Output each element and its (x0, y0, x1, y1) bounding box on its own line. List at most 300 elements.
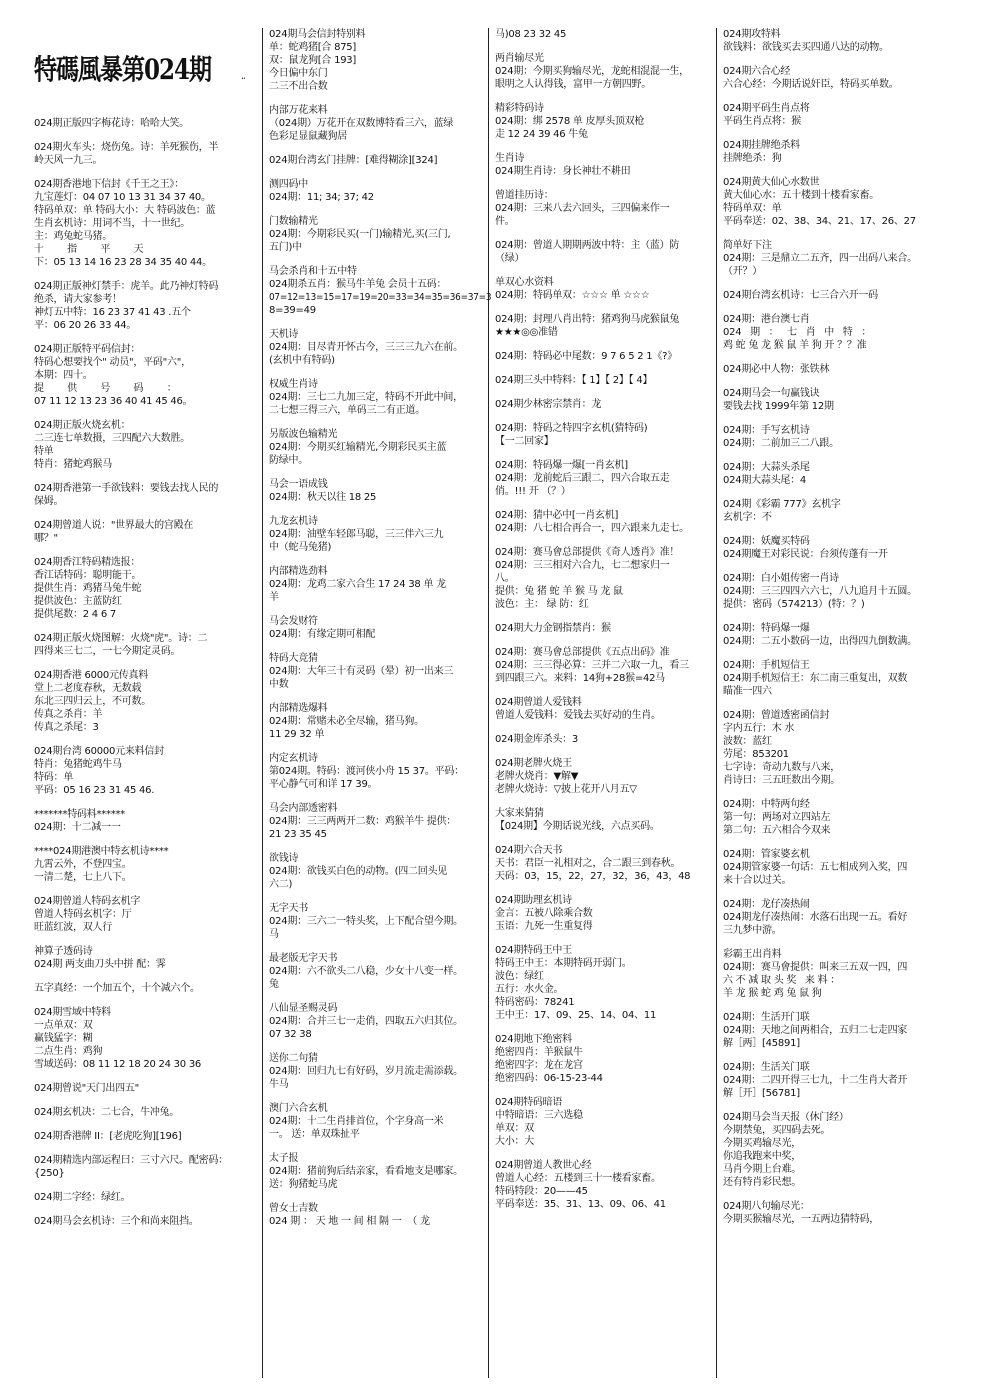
text-block (495, 374, 718, 387)
text-line: 024期精选内部运程曰：三寸六尺。配密码： (34, 1155, 228, 1166)
text-block (34, 117, 255, 130)
text-line: 哪？" (34, 533, 58, 544)
text-block (34, 982, 255, 995)
text-line: 07 11 12 13 23 36 40 41 45 46。 (34, 396, 193, 407)
text-line: （开？） (723, 266, 762, 277)
text-line: 024期：曾道透密函信封 (723, 710, 830, 721)
text-block (269, 28, 491, 93)
text-block (34, 343, 255, 408)
text-line: 特码密码：78241 (495, 997, 575, 1008)
text-line: 024期：六不欲头二八稳，少女十八变一样。 (269, 966, 463, 977)
text-line: 平：06 20 26 33 44。 (34, 320, 137, 331)
text-line: 024期攻特料 (723, 29, 781, 40)
text-line: 024期曾道人特码玄机字 (34, 896, 141, 907)
text-block (495, 696, 718, 722)
text-line: 特单 (34, 446, 54, 457)
text-line: 羊 龙 猴 蛇 鸡 兔 鼠 狗 (723, 988, 822, 999)
text-block (723, 659, 947, 698)
text-line: 内部精选爆料 (269, 703, 328, 714)
text-block (495, 1033, 718, 1085)
text-line: 欲钱料：欲钱买去买四通八达的动物。 (723, 42, 889, 53)
text-block (269, 565, 491, 604)
text-block (495, 844, 718, 883)
text-block (269, 1202, 491, 1228)
text-block (34, 280, 255, 332)
text-line: 024期：大蒜头杀尾 (723, 462, 810, 473)
text-line: 024期：三三相对六合九，七二想家归一 (495, 560, 670, 571)
text-line: 024期：曾道人期期两波中特：主（蓝）防 (495, 240, 680, 251)
text-block (269, 378, 491, 417)
text-line: 特码心想要找个" 动员"，平码"六"， (34, 357, 191, 368)
text-block (34, 1191, 255, 1204)
text-line: 波色：绿红 (495, 971, 544, 982)
text-line: 024期曾道人说："世界最大的宫殿在 (34, 520, 194, 531)
text-block (495, 546, 718, 611)
text-line: 本期：四十。 (34, 370, 93, 381)
text-line: 024期马会玄机诗：三个和尚来阻挡。 (34, 1216, 199, 1227)
text-line: 一。 送：单双珠扯平 (269, 1129, 360, 1140)
text-line: 件。 (495, 216, 515, 227)
text-line: 今期禁兔，买四码去死。 (723, 1125, 831, 1136)
text-line: 024期：二四开得三七九，十二生肖大者开 (723, 1075, 908, 1086)
text-line: 太子报 (269, 1153, 299, 1164)
text-line: 特码特段：20——45 (495, 1186, 588, 1197)
column-blocks (491, 28, 718, 1211)
text-block (723, 709, 947, 787)
text-line: 024期马会当天报（休门经） (723, 1112, 849, 1123)
text-line: 第二句：五六相合今双来 (723, 825, 831, 836)
text-line: 东北三四归云上，不可数。 (34, 696, 151, 707)
text-line: 024期：今期彩民买(一门)输精光,买(三门, (269, 229, 451, 240)
text-line: 老牌火烧诗：▽披上花开八月五▽ (495, 784, 637, 795)
text-line: 神算子透码诗 (34, 946, 93, 957)
text-line: 下：05 13 14 16 23 28 34 35 40 44。 (34, 257, 212, 268)
text-line: 特码：单 (34, 772, 73, 783)
text-line: 兔 (269, 979, 279, 990)
text-block (269, 328, 491, 367)
text-block (495, 102, 718, 141)
page-title (34, 48, 255, 88)
text-line: 保姆。 (34, 496, 64, 507)
text-line: 平码奉送：02、38、34、21、17、26、27 (723, 216, 916, 227)
column-2 (262, 28, 491, 1378)
text-line: 天机诗 (269, 329, 299, 340)
text-block (495, 313, 718, 339)
text-block (495, 350, 718, 363)
text-line: 024期生肖诗：身长神壮不耕田 (495, 166, 631, 177)
text-line: 字内五行：木 水 (723, 723, 795, 734)
text-line: 香江话特码：聪明能干。 (34, 570, 142, 581)
text-line: *******特码料****** (34, 809, 125, 820)
text-block (269, 515, 491, 554)
text-block (723, 102, 947, 128)
text-line: 平码：05 16 23 31 45 46. (34, 785, 155, 796)
text-line: 特肖：猪蛇鸡猴马 (34, 459, 112, 470)
text-line: 欲钱诗 (269, 853, 299, 864)
text-block (495, 398, 718, 411)
text-line: 【一二回家】 (495, 436, 554, 447)
text-line: 色彩足显鼠藏狗居 (269, 131, 347, 142)
text-line: 024期：欲钱买白色的动物。(四二回头见 (269, 866, 447, 877)
text-line: 024期香江特码精选报： (34, 557, 141, 568)
text-line: 024期：赛马會总部提供《奇人透肖》准！ (495, 547, 680, 558)
text-line: 024期香港牌 II：[老虎吃狗][196] (34, 1131, 182, 1142)
text-line: 九龙玄机诗 (269, 516, 318, 527)
text-line: 024期：三七二九加三定，特码不开此中间， (269, 392, 463, 403)
text-line: 024期：二前加三二八跟。 (723, 438, 839, 449)
text-block (269, 478, 491, 504)
text-line: 还有特肖彩民想。 (723, 1177, 801, 1188)
text-block (269, 902, 491, 941)
text-line: 六合心经：今期话说奸臣，特码买单数。 (723, 79, 899, 90)
column-4 (716, 28, 947, 1378)
text-line: 简单好下注 (723, 240, 772, 251)
text-line: 五门)中 (269, 242, 302, 253)
text-line: 八。 (495, 573, 515, 584)
text-line: 平码生肖点将：猴 (723, 116, 801, 127)
text-block (495, 422, 718, 448)
text-block (495, 646, 718, 685)
text-line: 传真之杀尾：3 (34, 722, 99, 733)
text-block (269, 1102, 491, 1141)
text-line: 024期：大年三十有灵码（晕）初一出来三 (269, 666, 454, 677)
text-line: 无字天书 (269, 903, 308, 914)
text-block (34, 669, 255, 734)
text-block (34, 632, 255, 658)
text-line: 单：蛇鸡猪[合 875] (269, 42, 357, 53)
text-block (34, 1154, 255, 1180)
text-line: 024期金库杀头：3 (495, 734, 578, 745)
text-line: 024期大力金钢指禁肖：猴 (495, 623, 611, 634)
text-line: 提供波色：主蓝防红 (34, 596, 122, 607)
text-block (495, 944, 718, 1022)
text-line: 提供：兔 猪 蛇 羊 猴 马 龙 鼠 (495, 586, 623, 597)
text-line: 024期：三是鼎立二五齐，四一出码八来合。 (723, 253, 917, 264)
text-line: 024期马会信封特别料 (269, 29, 366, 40)
text-line: 马)08 23 32 45 (495, 29, 567, 40)
text-line: 平码奉送：35、31、13、09、06、41 (495, 1199, 666, 1210)
text-line: 生肖诗 (495, 153, 525, 164)
text-block (723, 1111, 947, 1189)
text-line: 到四跟三六。来料：14狗+28猴=42马 (495, 673, 665, 684)
text-line: 024期：今期买狗输尽光，龙蛇相混混一生， (495, 66, 689, 77)
text-line: ****024期港澳中特玄机诗**** (34, 846, 169, 857)
text-line: 024期地下绝密料 (495, 1034, 572, 1045)
text-line: 024期三头中特料：【 1】【 2】【 4】 (495, 375, 653, 386)
text-line: 024期正版火烧玄机： (34, 420, 131, 431)
text-line: 024期台湾 60000元来料信封 (34, 746, 164, 757)
text-line: 鸡 蛇 兔 龙 猴 鼠 羊 狗 开 ？？准 (723, 340, 867, 351)
text-line: 生肖玄机诗：用词不当，十一世纪。 (34, 218, 190, 229)
text-line: 024期六合心经 (723, 66, 791, 77)
text-line: 今日偏中东门 (269, 68, 328, 79)
text-line: 024期：手机短信王 (723, 660, 810, 671)
text-line: 两肖输尽光 (495, 53, 544, 64)
text-line: 绝杀，请大家参考！ (34, 294, 122, 305)
text-line: 天书：君臣一礼相对之，合二跟三到春秋。 (495, 858, 681, 869)
newspaper-page (30, 28, 966, 1378)
text-line: 024期六合天书 (495, 845, 563, 856)
text-block (723, 948, 947, 1000)
text-line: 特码单双：单 特码大小：大 特码波色：蓝 (34, 205, 216, 216)
text-line: 07 32 38 (269, 1029, 312, 1040)
text-line: 024期老牌火烧王 (495, 758, 572, 769)
text-line: 提 供 号 码 ： (34, 383, 177, 394)
text-line: 玄机字：不 (723, 512, 772, 523)
text-line: 024期台湾玄门挂牌：[难得糊涂][324] (269, 155, 438, 166)
column-3 (488, 28, 718, 1378)
text-line: 马会内部透密料 (269, 803, 338, 814)
text-block (34, 845, 255, 884)
text-line: 大小：大 (495, 1136, 534, 1147)
text-line: 024期：港台澳七肖 (723, 314, 810, 325)
column-blocks (265, 28, 491, 1228)
text-line: 九宝莲灯：04 07 10 13 31 34 37 40。 (34, 192, 211, 203)
text-line: 特码大竞猜 (269, 653, 318, 664)
text-line: 024期：特码必中尾数：9 7 6 5 2 1《?》 (495, 351, 677, 362)
text-line: 024期：今期买红输精光,今期彩民买主蓝 (269, 442, 447, 453)
text-line: 024期玄机决：二七合，牛冲兔。 (34, 1107, 180, 1118)
text-block (723, 424, 947, 450)
text-line: 024期：特码之特四字玄机(猜特码) (495, 423, 648, 434)
text-block (269, 104, 491, 143)
text-line: ★★★◎◎准错 (495, 327, 558, 338)
text-block (34, 1082, 255, 1095)
text-block (495, 807, 718, 833)
text-line: 神灯五中特：16 23 37 41 43 .五个 (34, 307, 191, 318)
text-line: 八仙显圣赐灵码 (269, 1003, 338, 1014)
text-line: 特肖：兔猪蛇鸡牛马 (34, 759, 122, 770)
text-line: {250} (34, 1168, 65, 1179)
text-line: 金言：五被八除乘合数 (495, 908, 593, 919)
text-block (495, 152, 718, 178)
text-line: 十 指 平 天 (34, 244, 144, 255)
text-line: 024期：合并三七一走俏，四取五六归其位。 (269, 1016, 463, 1027)
text-line: 今期买鸡输尽光， (723, 1138, 801, 1149)
text-line: 024 期 ： 天 地 一 间 相 隔 一 （ 龙 (269, 1216, 430, 1227)
text-block (723, 363, 947, 376)
text-line: (玄机中有特码) (269, 355, 335, 366)
column-blocks (719, 28, 947, 1226)
text-line: 六 不 减 取 头 奖 来 料 ： (723, 975, 841, 986)
text-block (495, 894, 718, 933)
text-line: 024期：三三两两开二数：鸡猴羊牛 提供： (269, 816, 457, 827)
text-block (495, 276, 718, 302)
text-line: 提供生肖：鸡猪马兔牛蛇 (34, 583, 142, 594)
text-line: 旺蓝红波，双人行 (34, 922, 112, 933)
text-line: 王中王：17、09、25、14、04、11 (495, 1010, 657, 1021)
text-block (269, 1152, 491, 1191)
text-line: 024期香港 6000元传真料 (34, 670, 148, 681)
text-block (269, 215, 491, 254)
text-line: 024期杀五肖：猴马牛羊兔 会员十五码： (269, 279, 447, 290)
text-line: 雪域送码：08 11 12 18 20 24 30 36 (34, 1059, 202, 1070)
text-block (34, 419, 255, 471)
text-line: 024期台湾玄机诗：七三合六开一码 (723, 290, 878, 301)
text-line: 024期黄大仙心水数世 (723, 177, 820, 188)
text-block (269, 1002, 491, 1041)
text-block (34, 1130, 255, 1143)
text-line: 024期助理玄机诗 (495, 895, 572, 906)
text-line: 【024期】今期话说光线，六点买码。 (495, 821, 660, 832)
text-line: 四得来三七二，一七今期定灵码。 (34, 646, 181, 657)
text-line: （绿） (495, 253, 525, 264)
text-line: 024期：三六二一特头奖，上下配合望今期。 (269, 916, 463, 927)
text-line: 024期：三三得必算：三并二六取一九，看三 (495, 660, 689, 671)
text-block (723, 572, 947, 611)
text-line: 曾女士吉数 (269, 1203, 318, 1214)
text-line: 024期：有缘定期可相配 (269, 629, 376, 640)
text-line: 024期：生活关门联 (723, 1062, 810, 1073)
text-line: 024期特码王中王 (495, 945, 572, 956)
text-line: 绝密四肖：羊猴鼠牛 (495, 1047, 583, 1058)
text-line: 彩霸王出肖料 (723, 949, 782, 960)
text-line: 劳尾：853201 (723, 749, 789, 760)
text-line: 024期大蒜头尾：4 (723, 475, 806, 486)
text-line: 024期：三三四四六六七，八九追月十五圆。 (723, 586, 917, 597)
text-line: 024期：目尽青开怀古今，三三三九六在前。 (269, 342, 463, 353)
text-line: 024期：11; 34; 37; 42 (269, 192, 374, 203)
text-block (34, 556, 255, 621)
text-block (34, 141, 255, 167)
text-block (723, 28, 947, 54)
text-block (34, 895, 255, 934)
text-line: 第024期。特码：渡河侠小舟 15 37。平码： (269, 766, 464, 777)
text-block (723, 313, 947, 352)
text-block (723, 535, 947, 561)
text-line: 另版波色输精光 (269, 429, 338, 440)
text-line: 024期：手写玄机诗 (723, 425, 810, 436)
text-line: 024期：天地之间两相合，五归二七走四家 (723, 1025, 908, 1036)
text-line: 天码：03，15，22，27，32，36，43，48 (495, 871, 691, 882)
text-line: 024期曾道人爱钱料 (495, 697, 582, 708)
text-line: 024期：三来八去六回头，三四偏来作一 (495, 203, 670, 214)
text-line: 中（蛇马兔猪) (269, 542, 332, 553)
text-line: 提供：密码（574213）(特：？) (723, 599, 865, 610)
text-line: 024 期 ： 七 肖 中 特 ： (723, 327, 872, 338)
text-line: 024期：八七相合再合一，四六跟来九走七。 (495, 523, 689, 534)
text-block (269, 952, 491, 991)
text-line: 曾道挂历诗： (495, 190, 554, 201)
text-line: 主：鸡兔蛇马猪。 (34, 231, 112, 242)
text-block (495, 622, 718, 635)
text-line: 11 29 32 单 (269, 729, 325, 740)
text-line: 024期必中人物：张铁林 (723, 364, 830, 375)
text-line: 024期马会一句赢钱诀 (723, 388, 820, 399)
text-line: 024期火车头：烧伤兔。诗：羊死猴伤，半 (34, 142, 219, 153)
text-line: 二三不出合数 (269, 81, 328, 92)
text-line: 赢钱猛字：糊 (34, 1033, 93, 1044)
text-line: 五行：水火金。 (495, 984, 564, 995)
text-line: 送：狗猪蛇马虎 (269, 1179, 338, 1190)
text-line: 马会杀肖和十五中特 (269, 266, 357, 277)
title-text: 特碼風暴第024期 (34, 54, 212, 87)
text-line: 024期二字经：绿红。 (34, 1192, 131, 1203)
text-line: 马会发财符 (269, 616, 318, 627)
text-line: 024期：猪前狗后结亲家，看看地支是哪家。 (269, 1166, 463, 1177)
text-line: 8=39=49 (269, 305, 316, 316)
text-line: 七字诗：奇动九数与八来， (723, 762, 840, 773)
text-block (269, 178, 491, 204)
text-line: 二七想三得三六，单码三二有正道。 (269, 405, 425, 416)
text-line: 024期龙仔凑热闹：水落石出现一五。看好 (723, 912, 908, 923)
text-block (495, 239, 718, 265)
text-line: 024期挂牌绝杀料 (723, 140, 800, 151)
text-line: 要钱去找 1999年第 12期 (723, 401, 834, 412)
text-line: 黄大仙心水：五十楼到十楼看家畜。 (723, 190, 879, 201)
text-line: 堂上二老度春秋，无数载 (34, 683, 142, 694)
text-line: 024期：绑 2578 单 皮厚头顶双枪 (495, 116, 645, 127)
text-line: 024期：龙仔凑热闹 (723, 899, 810, 910)
text-line: 024期：管家婆玄机 (723, 849, 810, 860)
text-line: 波色：主： 绿 防：红 (495, 599, 589, 610)
text-line: 024期：猜中必中[一肖玄机] (495, 510, 619, 521)
text-block (495, 1096, 718, 1148)
text-line: 曾道人心经：五楼到三十一楼看家畜。 (495, 1173, 661, 1184)
text-line: 传真之杀肖：羊 (34, 709, 103, 720)
text-line: 024期：特码爆一爆[一肖玄机] (495, 460, 628, 471)
text-block (34, 945, 255, 971)
text-line: 07=12=13=15=17=19=20=33=34=35=36=37=3 (269, 292, 492, 303)
text-line: 024期魔王对彩民说：台须传蓬有一开 (723, 549, 888, 560)
text-line: 024期：常赌未必全尽输，猪马狗。 (269, 716, 424, 727)
text-line: 挂牌绝杀：狗 (723, 153, 782, 164)
text-line: 老牌火烧肖：▼解▼ (495, 771, 579, 782)
text-line: 024期：十二减一一 (34, 822, 121, 833)
text-line: 024期八句输尽光： (723, 1201, 810, 1212)
text-line: 门数输精光 (269, 216, 318, 227)
text-line: 牛马 (269, 1079, 289, 1090)
text-line: 024期少林密宗禁肖：龙 (495, 399, 602, 410)
text-line: 走 12 24 39 46 牛兔 (495, 129, 588, 140)
text-line: 瞄准一四六 (723, 686, 772, 697)
text-block (723, 498, 947, 524)
text-line: 九霄云外，不登四宝。 (34, 859, 132, 870)
text-line: 024期曾说"天门出四五" (34, 1083, 140, 1094)
text-line: 二点生肖：鸡狗 (34, 1046, 103, 1057)
text-line: 五字真经：一个加五个，十个减六个。 (34, 983, 200, 994)
text-line: 024期：二五小数码一边，出得四九倒数满。 (723, 636, 917, 647)
text-block (34, 519, 255, 545)
text-block (495, 733, 718, 746)
text-block (269, 428, 491, 467)
text-line: 单双心水资料 (495, 277, 554, 288)
text-block (269, 265, 491, 317)
text-line: 眼明之人认得钱，富甲一方朝四野。 (495, 79, 651, 90)
text-line: 024期：龙前蛇后三跟二，四六合取五走 (495, 473, 670, 484)
text-block (269, 1052, 491, 1091)
text-line: 024期曾道人教世心经 (495, 1160, 592, 1171)
text-line: 024期：特码单双：☆☆☆ 单 ☆☆☆ (495, 290, 650, 301)
text-block (495, 189, 718, 228)
text-line: 特码单双：单 (723, 203, 782, 214)
text-line: 澳门六合玄机 (269, 1103, 328, 1114)
text-line: 024期手机短信王：东二南三重复出，双数 (723, 673, 908, 684)
text-block (34, 1215, 255, 1228)
text-block (495, 1159, 718, 1211)
text-block (269, 752, 491, 791)
text-line: 六二) (269, 879, 293, 890)
text-line: 024期香港地下信封《千王之王》： (34, 179, 184, 190)
text-block (269, 652, 491, 691)
text-line: 024期：特码爆一爆 (723, 623, 810, 634)
text-line: 024期正版火烧图解：火烧"虎"。诗：二 (34, 633, 208, 644)
text-line: 024期：赛马會总部提供《五点出码》准 (495, 647, 670, 658)
text-line: 024期：回归九七有好码，岁月流走需添载。 (269, 1066, 463, 1077)
text-line: 肖诗曰：三五旺数出今期。 (723, 775, 840, 786)
text-block (723, 139, 947, 165)
text-block (269, 154, 491, 167)
